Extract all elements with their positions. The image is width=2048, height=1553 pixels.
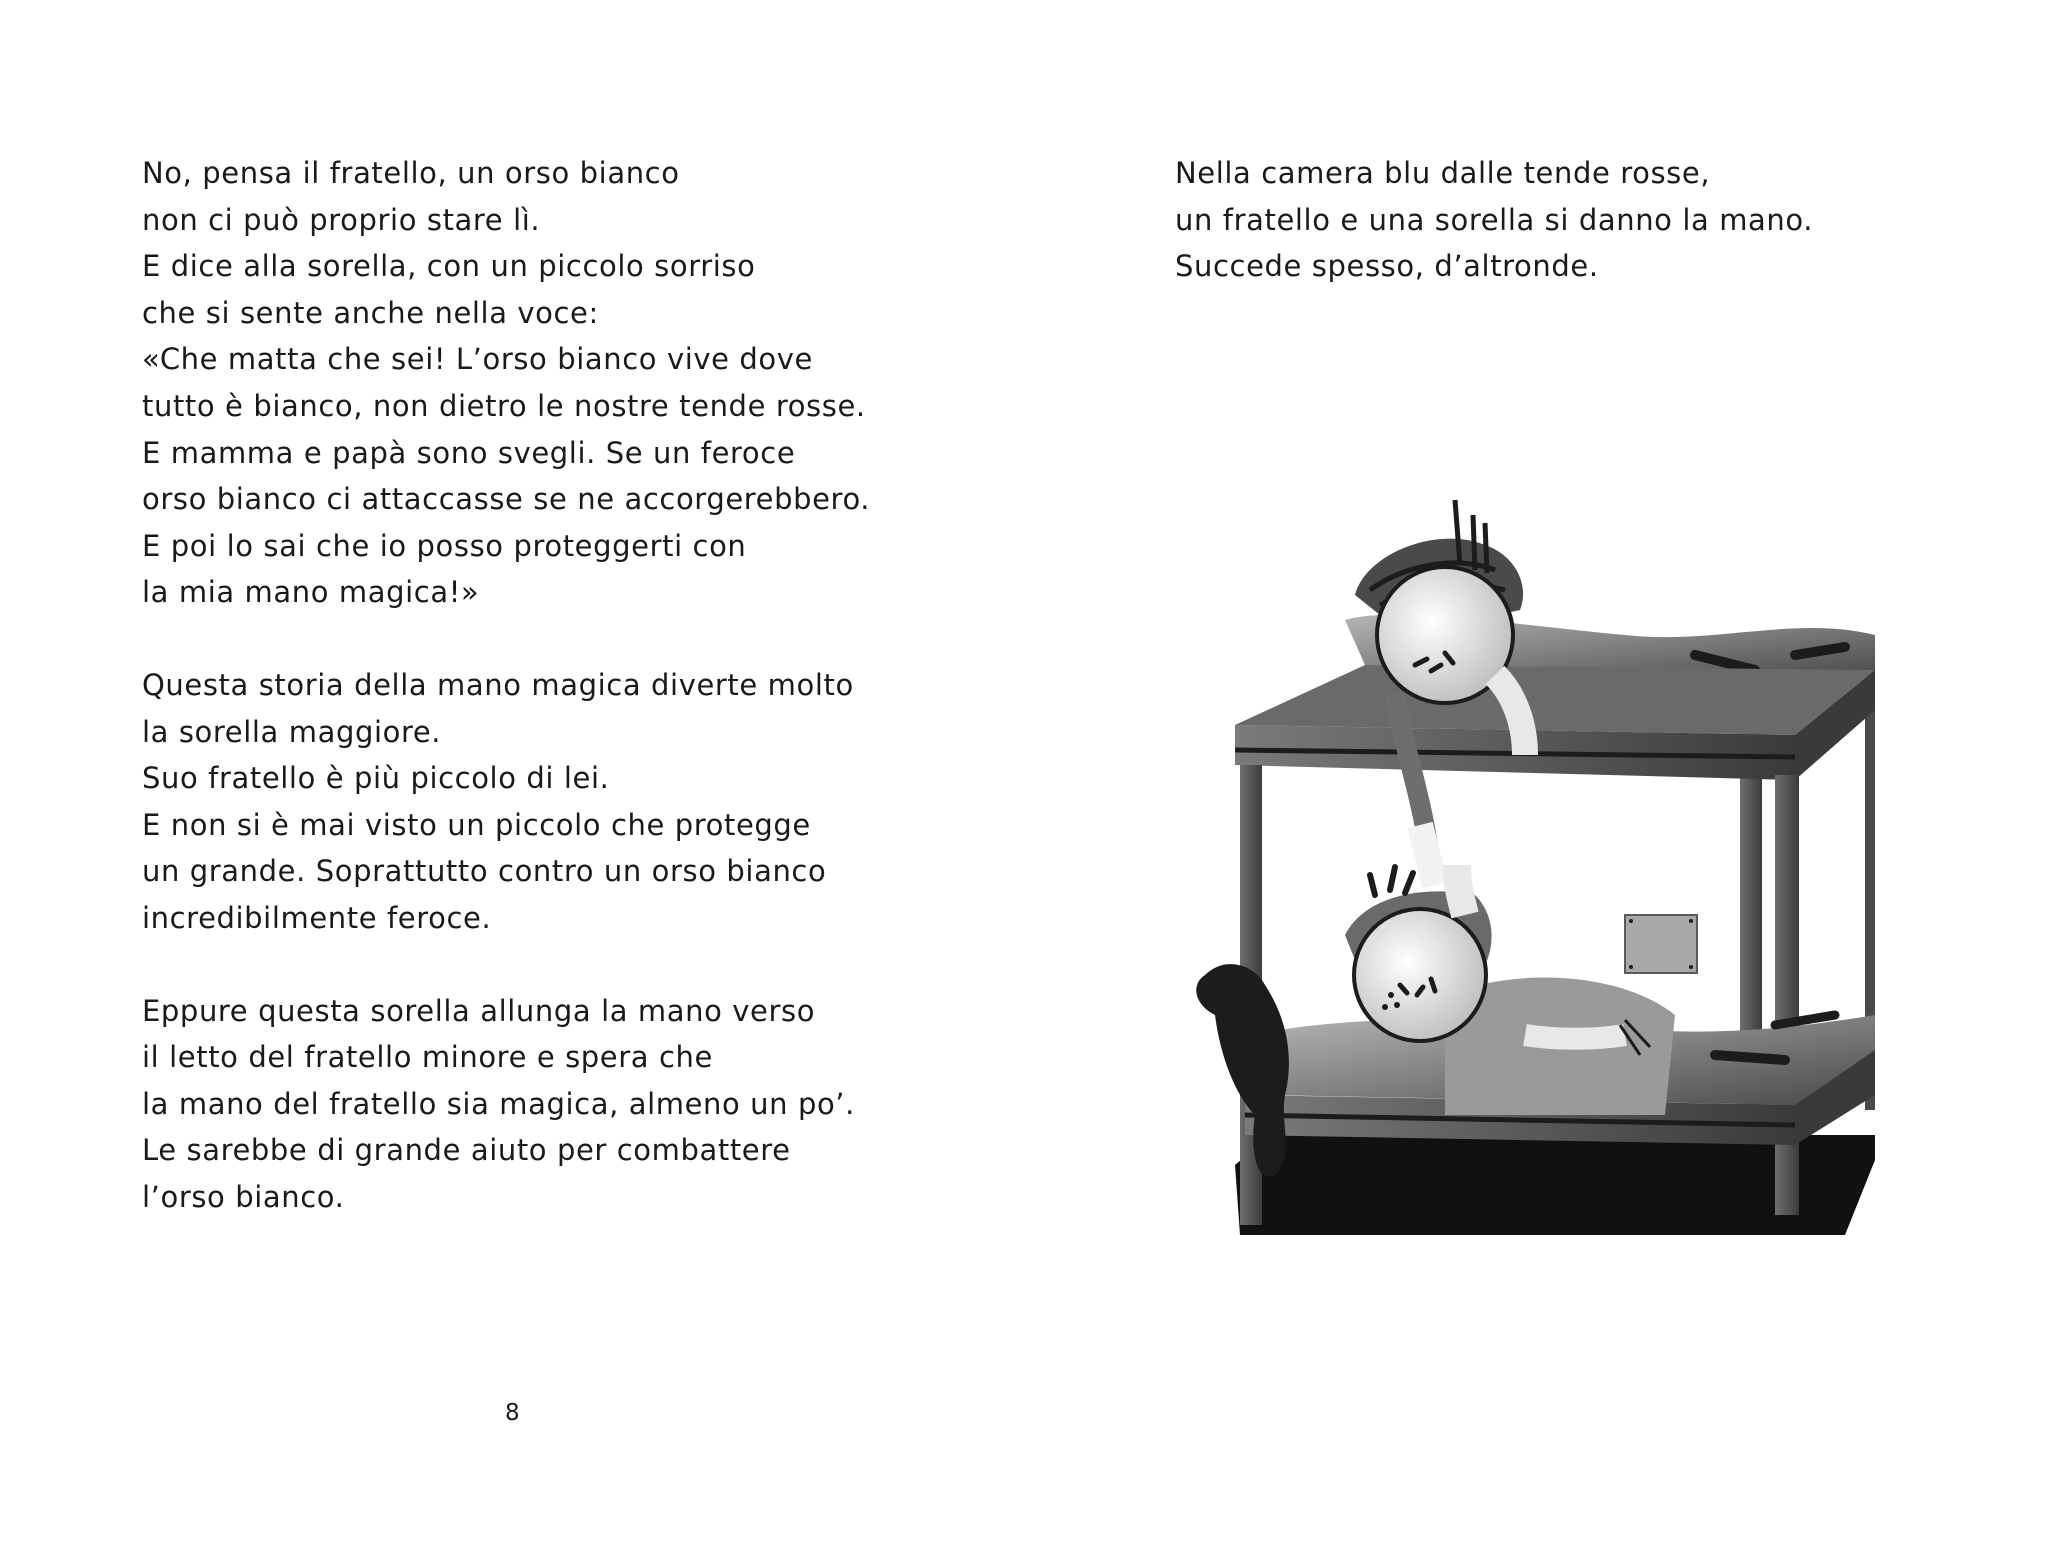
text-line: E non si è mai visto un piccolo che protegge [142,807,811,842]
page-number: 8 [505,1400,520,1426]
text-line: che si sente anche nella voce: [142,295,599,330]
text-line: No, pensa il fratello, un orso bianco [142,156,680,190]
text-line: Le sarebbe di grande aiuto per combattere [142,1133,791,1168]
text-line: non ci può proprio stare lì. [142,202,541,237]
paragraph-1 [142,150,942,616]
text-line: la mano del fratello sia magica, almeno un po’. [142,1086,855,1121]
text-line: Suo fratello è più piccolo di lei. [142,761,610,796]
bunk-bed-illustration [1195,495,1875,1240]
text-line: Succede spesso, d’altronde. [1175,249,1599,284]
text-line: Questa storia della mano magica diverte molto [142,667,854,702]
right-page-text [1175,150,1975,336]
text-line: incredibilmente feroce. [142,900,492,935]
text-line: un fratello e una sorella si danno la mano. [1175,202,1814,237]
text-line: tutto è bianco, non dietro le nostre tende rosse. [142,388,866,423]
paragraph-right-1 [1175,150,1975,290]
text-line: E dice alla sorella, con un piccolo sorriso [142,249,756,284]
paragraph-3 [142,988,942,1221]
text-line: E poi lo sai che io posso proteggerti con [142,528,747,563]
text-line: la mia mano magica!» [142,575,480,610]
text-line: la sorella maggiore. [142,714,442,749]
text-line: il letto del fratello minore e spera che [142,1040,713,1075]
text-line: orso bianco ci attaccasse se ne accorgerebbero. [142,482,871,517]
text-line: un grande. Soprattutto contro un orso bianco [142,854,827,889]
paragraph-2 [142,662,942,942]
text-line: l’orso bianco. [142,1179,345,1214]
text-line: E mamma e papà sono svegli. Se un feroce [142,435,796,470]
left-page-text [142,150,942,1266]
text-line: Nella camera blu dalle tende rosse, [1175,156,1711,190]
text-line: Eppure questa sorella allunga la mano verso [142,993,816,1028]
text-line: «Che matta che sei! L’orso bianco vive dove [142,342,813,377]
